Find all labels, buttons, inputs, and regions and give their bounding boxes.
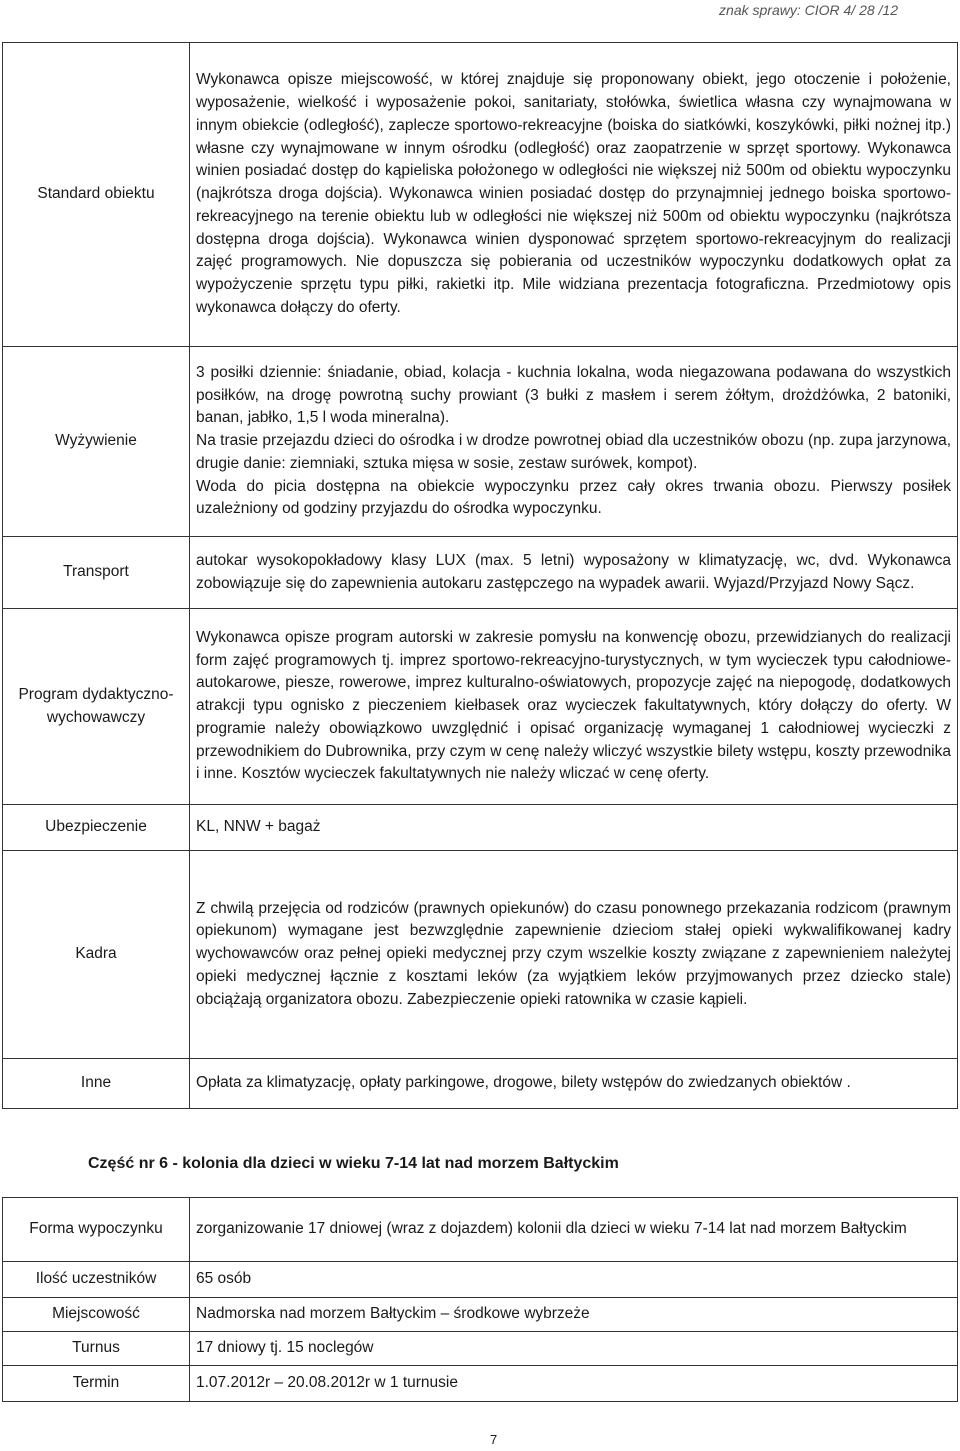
- row-label: Forma wypoczynku: [3, 1198, 190, 1262]
- row-value: [190, 347, 958, 537]
- table-row: [3, 805, 958, 851]
- table-row: [3, 1366, 958, 1402]
- row-value: [190, 851, 958, 1059]
- row-value: [190, 805, 958, 851]
- row-value: [190, 1059, 958, 1109]
- camp-details-table: [2, 1197, 958, 1402]
- row-value: [190, 43, 958, 347]
- table-row: [3, 1059, 958, 1109]
- table-row: [3, 43, 958, 347]
- row-value: 1.07.2012r – 20.08.2012r w 1 turnusie: [190, 1366, 958, 1402]
- row-value: 17 dniowy tj. 15 noclegów: [190, 1332, 958, 1366]
- row-label: Kadra: [3, 851, 190, 1059]
- row-value: [190, 537, 958, 609]
- section-heading: Część nr 6 - kolonia dla dzieci w wieku 7-14 lat nad morzem Bałtyckim: [88, 1155, 619, 1172]
- paragraph: KL, NNW + bagaż: [196, 818, 321, 836]
- row-value: [190, 609, 958, 805]
- paragraph: 3 posiłki dziennie: śniadanie, obiad, kolacja - kuchnia lokalna, woda niegazowana podawana do wszystkich posiłków, na drogę powrotną suchy prowiant (3 bułki z masłem i serem żółtym, drożdżówka, 2 batoniki, banan, jabłko, 1,5 l woda mineralna).: [196, 363, 951, 427]
- row-label: Ilość uczestników: [3, 1262, 190, 1298]
- paragraph: Opłata za klimatyzację, opłaty parkingowe, drogowe, bilety wstępów do zwiedzanych obiektów .: [196, 1074, 851, 1092]
- paragraph: Na trasie przejazdu dzieci do ośrodka i w drodze powrotnej obiad dla uczestników obozu (np. zupa jarzynowa, drugie danie: ziemniaki, sztuka mięsa w sosie, zestaw surówek, kompot).: [196, 432, 951, 472]
- paragraph: Wykonawca opisze program autorski w zakresie pomysłu na konwencję obozu, przewidzianych do realizacji form zajęć programowych tj. imprez sportowo-rekreacyjno-turystycznych, w tym wycieczek typu całodniowe-autokarowe, piesze, rowerowe, imprez kulturalno-oświatowych, propozycje zajęć na niepogodę, dodatkowych atrakcji typu ognisko z pieczeniem kiełbasek oraz wycieczek fakultatywnych, który dołączy do oferty. W programie należy obowiązkowo uwzględnić i opisać organizację wymaganej 1 całodniowej wycieczki z przewodnikiem do Dubrownika, przy czym w cenę należy wliczyć wszystkie bilety wstępu, koszty przewodnika i inne. Kosztów wycieczek fakultatywnych nie należy wliczać w cenę oferty.: [196, 628, 951, 783]
- row-label: Wyżywienie: [3, 347, 190, 537]
- table-row: [3, 1198, 958, 1262]
- requirements-table: [2, 42, 958, 1109]
- row-value: 65 osób: [190, 1262, 958, 1298]
- case-number: znak sprawy: CIOR 4/ 28 /12: [719, 2, 898, 18]
- row-label: Turnus: [3, 1332, 190, 1366]
- table-row: [3, 1332, 958, 1366]
- table-row: [3, 609, 958, 805]
- table-row: [3, 851, 958, 1059]
- table-row: [3, 347, 958, 537]
- table-row: [3, 537, 958, 609]
- row-label: Transport: [3, 537, 190, 609]
- row-label: Termin: [3, 1366, 190, 1402]
- paragraph: Woda do picia dostępna na obiekcie wypoczynku przez cały okres trwania obozu. Pierwszy posiłek uzależniony od godziny przyjazdu do ośrodka wypoczynku.: [196, 477, 951, 518]
- page-number: 7: [490, 1432, 498, 1447]
- table-row: [3, 1262, 958, 1298]
- row-label: Standard obiektu: [3, 43, 190, 347]
- paragraph: Z chwilą przejęcia od rodziców (prawnych opiekunów) do czasu ponownego przekazania rodzicom (prawnym opiekunom) wymagane jest bezwzględnie zapewnienie dzieciom stałej opieki wykwalifikowanej kadry wychowawców oraz pełnej opieki medycznej przy czym wszelkie koszty związane z zapewnieniem należytej opieki medycznej łącznie z kosztami leków (za wyjątkiem leków przyjmowanych przez dziecko stale) obciążają organizatora obozu. Zabezpieczenie opieki ratownika w czasie kąpieli.: [196, 899, 951, 1008]
- row-label: Program dydaktyczno-wychowawczy: [3, 609, 190, 805]
- row-value: Nadmorska nad morzem Bałtyckim – środkowe wybrzeże: [190, 1298, 958, 1332]
- row-label: Inne: [3, 1059, 190, 1109]
- row-label: Ubezpieczenie: [3, 805, 190, 851]
- paragraph: Wykonawca opisze miejscowość, w której znajduje się proponowany obiekt, jego otoczenie i położenie, wyposażenie, wielkość i wyposażenie pokoi, sanitariaty, stołówka, świetlica własna czy wynajmowana w innym obiekcie (odległość), zaplecze sportowo-rekreacyjne (boiska do siatkówki, koszykówki, piłki nożnej itp.) własne czy wynajmowane w innym ośrodku (odległość) oraz zaopatrzenie w sprzęt sportowy. Wykonawca winien posiadać dostęp do kąpieliska położonego w odległości nie większej niż 500m od obiektu wypoczynku (najkrótsza droga dojścia). Wykonawca winien posiadać dostęp do przynajmniej jednego boiska sportowo-rekreacyjnego na terenie obiektu lub w odległości nie większej niż 500m od obiektu wypoczynku (najkrótsza dostępna droga dojścia). Wykonawca winien dysponować sprzętem sportowo-rekreacyjnym do realizacji zajęć programowych. Nie dopuszcza się pobierania od uczestników wypoczynku dodatkowych opłat za wypożyczenie sprzętu typu piłki, rakietki itp. Mile widziana prezentacja fotograficzna. Przedmiotowy opis wykonawca dołączy do oferty.: [196, 71, 951, 317]
- paragraph: autokar wysokopokładowy klasy LUX (max. 5 letni) wyposażony w klimatyzację, wc, dvd. Wykonawca zobowiązuje się do zapewnienia autokaru zastępczego na wypadek awarii. Wyjazd/Przyjazd Nowy Sącz.: [196, 551, 951, 592]
- row-value: zorganizowanie 17 dniowej (wraz z dojazdem) kolonii dla dzieci w wieku 7-14 lat nad morzem Bałtyckim: [190, 1198, 958, 1262]
- table-row: [3, 1298, 958, 1332]
- row-label: Miejscowość: [3, 1298, 190, 1332]
